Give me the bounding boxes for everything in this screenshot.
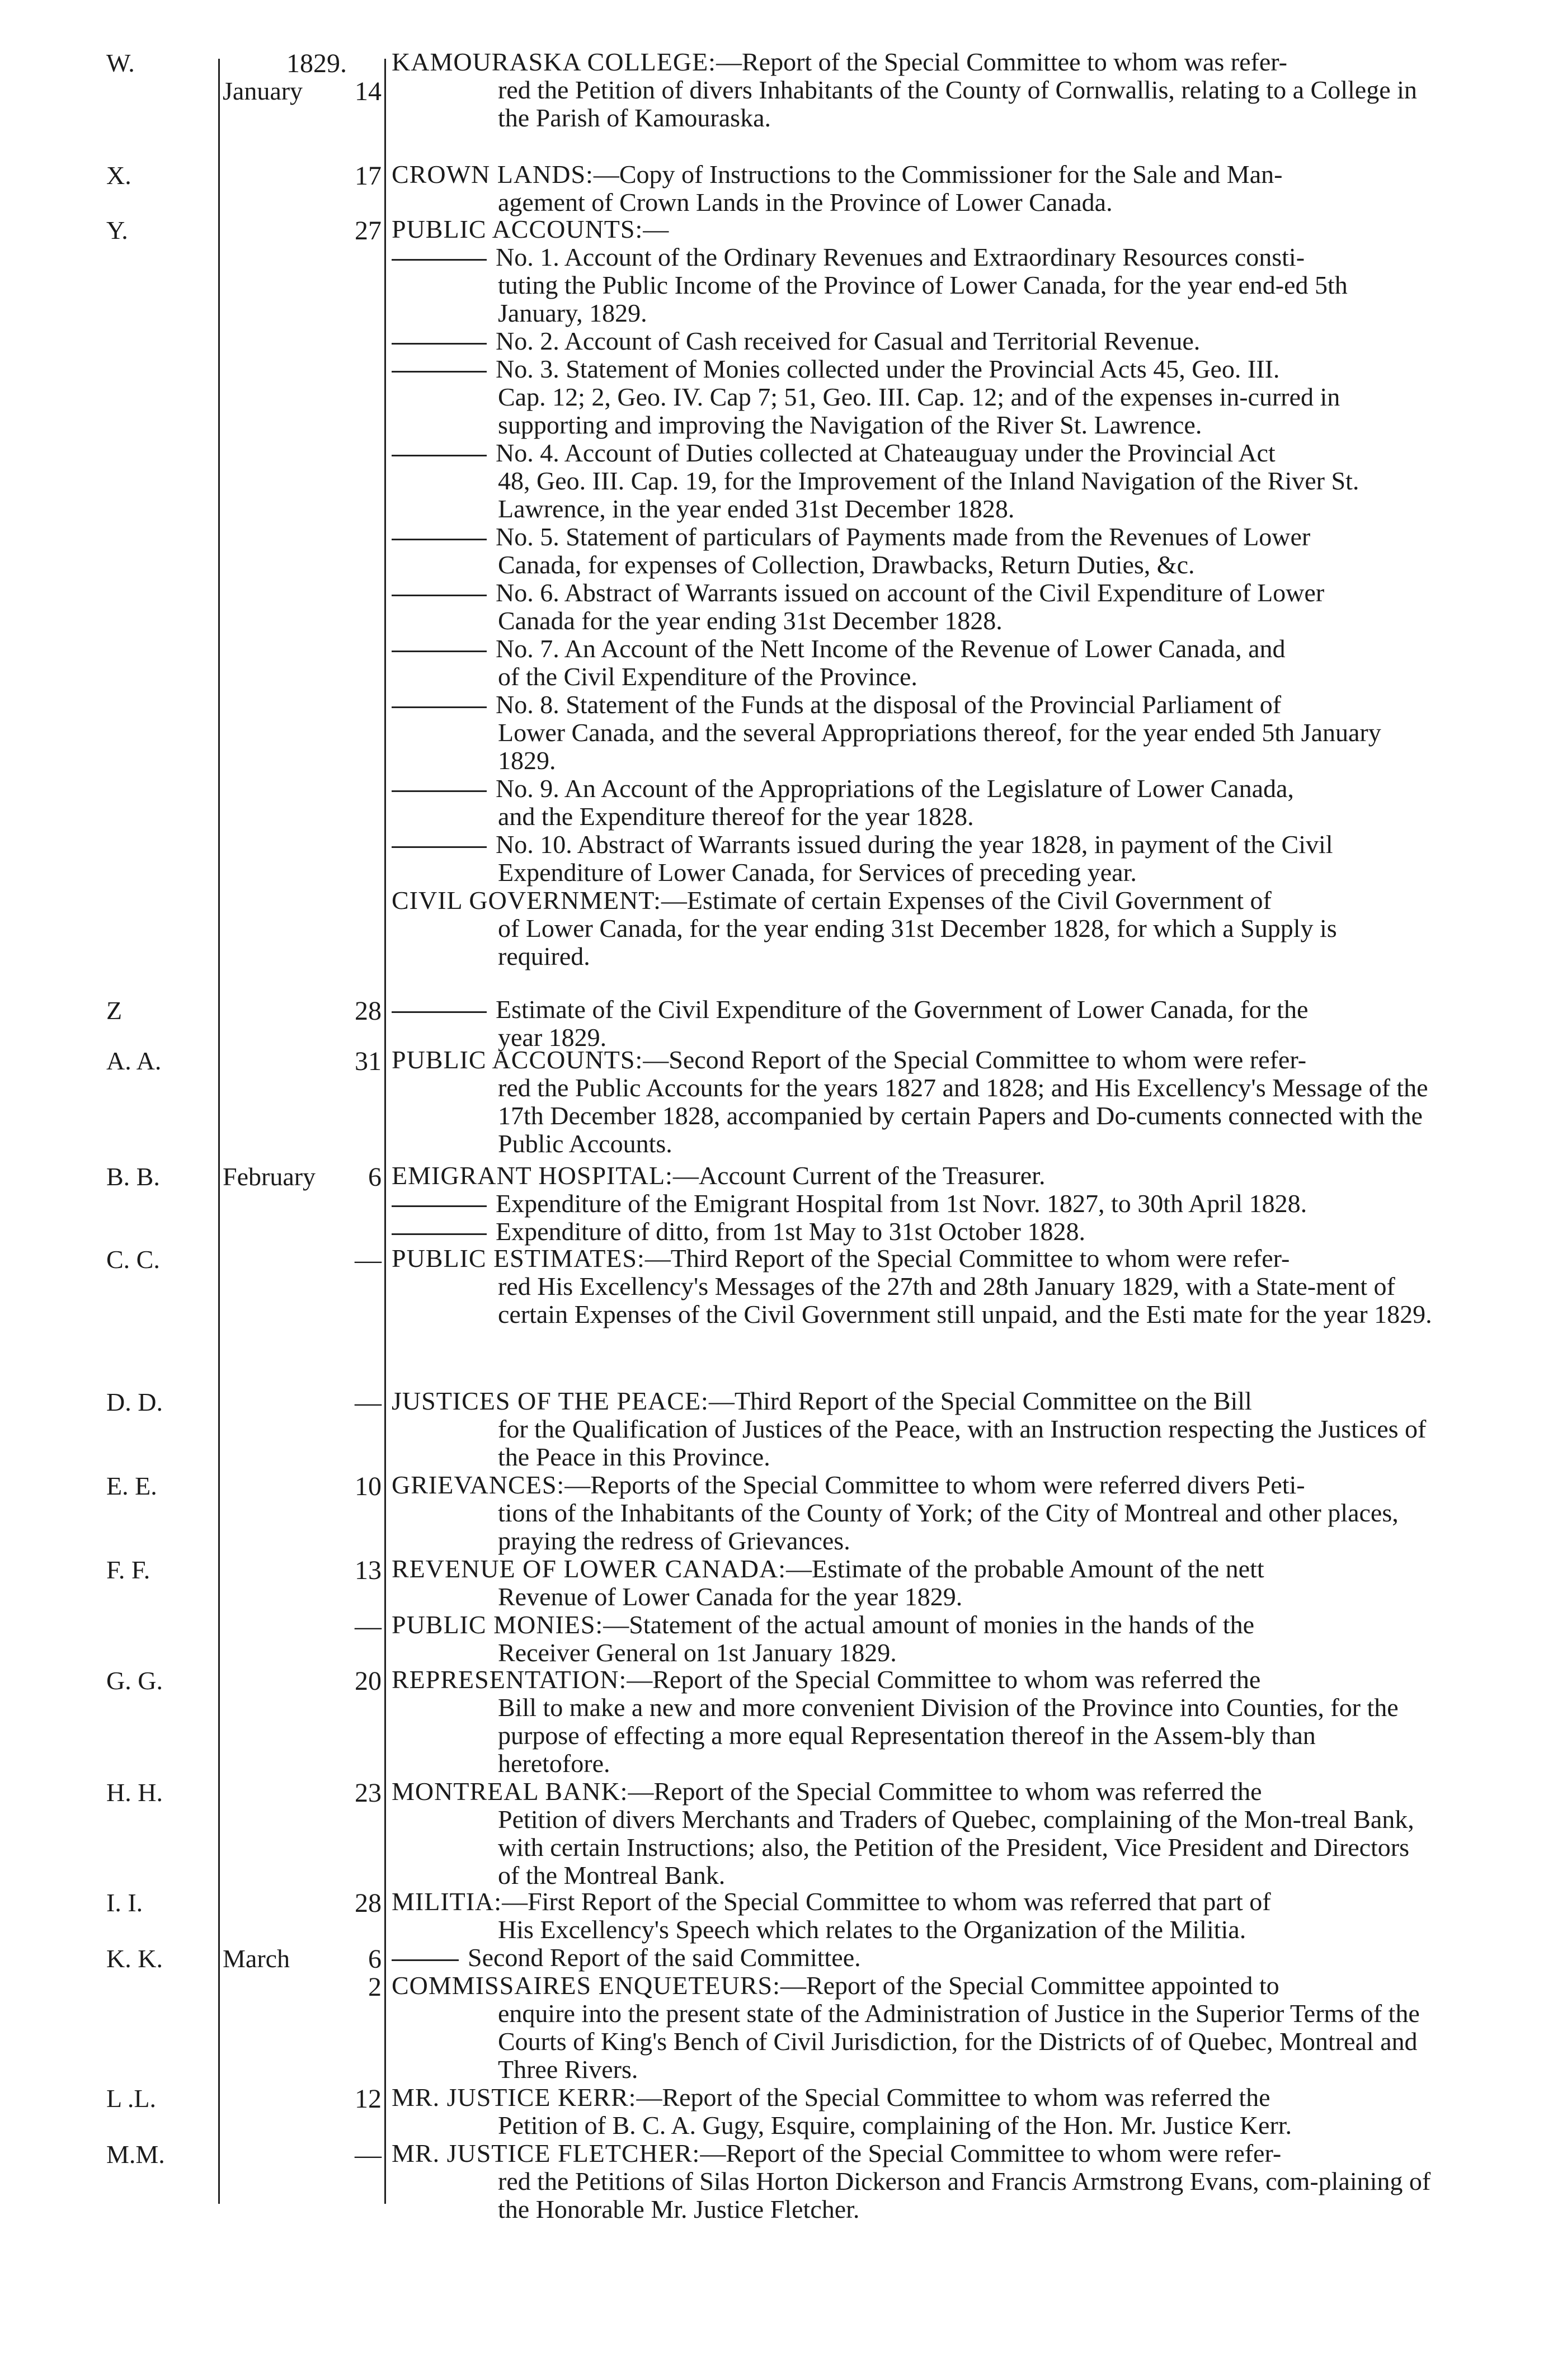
margin-letter: W.	[106, 49, 135, 77]
entry-account-no-3	[392, 355, 1432, 439]
day-label: 2	[368, 1972, 382, 2002]
margin-rule-left	[218, 59, 220, 2204]
entry-kamouraska-college	[392, 48, 1432, 132]
entry-public-estimates	[392, 1245, 1432, 1328]
entry-emigrant-hospital	[392, 1162, 1432, 1190]
ditto-rule	[392, 651, 487, 652]
margin-letter: Y.	[106, 216, 128, 244]
entry-account-no-7	[392, 635, 1432, 691]
entry-text: —Third Report of the Special Committee to whom were refer-	[644, 1244, 1290, 1273]
entry-text: —Copy of Instructions to the Commissioner for the Sale and Man-	[593, 160, 1283, 188]
entry-text: No. 7. An Account of the Nett Income of the Revenue of Lower Canada, and	[496, 634, 1286, 663]
entry-continuation: tions of the Inhabitants of the County of York; of the City of Montreal and other places, praying the redress of Grievances.	[498, 1498, 1399, 1555]
entry-continuation: Receiver General on 1st January 1829.	[498, 1638, 897, 1667]
entry-text: —Report of the Special Committee appointed to	[780, 1971, 1279, 2000]
entry-account-no-9	[392, 775, 1432, 831]
entry-text: —Report of the Special Committee to whom were refer-	[700, 2139, 1282, 2167]
margin-letter: H. H.	[106, 1778, 163, 1807]
entry-text: No. 4. Account of Duties collected at Chateauguay under the Provincial Act	[496, 439, 1276, 467]
entry-continuation: Bill to make a new and more convenient Division of the Province into Counties, for the purpose of effecting a more equal Representation thereof in the Assem-bly than heretofore.	[498, 1693, 1399, 1778]
day-label: 14	[355, 77, 382, 106]
entry-continuation: red the Petitions of Silas Horton Dickerson and Francis Armstrong Evans, com-plaining of the Honorable Mr. Justice Fletcher.	[498, 2167, 1431, 2223]
entry-text: Estimate of the Civil Expenditure of the Government of Lower Canada, for the	[496, 995, 1309, 1024]
entry-text: No. 6. Abstract of Warrants issued on account of the Civil Expenditure of Lower	[496, 578, 1325, 607]
entry-heading: CROWN LANDS:	[392, 160, 594, 188]
entry-heading: MILITIA:	[392, 1887, 502, 1916]
margin-letter: A. A.	[106, 1047, 162, 1075]
entry-continuation: of Lower Canada, for the year ending 31st December 1828, for which a Supply is required.	[498, 914, 1337, 970]
ditto-rule	[392, 790, 487, 792]
entry-continuation: Cap. 12; 2, Geo. IV. Cap 7; 51, Geo. III. Cap. 12; and of the expenses in-curred in supporting and improving the Navigation of the River St. Lawrence.	[498, 383, 1340, 439]
margin-letter: G. G.	[106, 1666, 163, 1695]
entry-text: —Statement of the actual amount of monies in the hands of the	[603, 1610, 1254, 1639]
entry-crown-lands	[392, 161, 1432, 216]
day-label: 23	[355, 1778, 382, 1808]
day-label: —	[355, 2140, 382, 2170]
entry-text: Second Report of the said Committee.	[468, 1943, 861, 1972]
month-label: February	[223, 1162, 316, 1191]
entry-continuation: red His Excellency's Messages of the 27th and 28th January 1829, with a State-ment of certain Expenses of the Civil Government still unpaid, and the Esti mate for the year 1829.	[498, 1272, 1432, 1328]
entry-revenue-of-lower-canada	[392, 1555, 1432, 1611]
entry-emigrant-expenditure-1	[392, 1190, 1432, 1218]
entry-heading: REVENUE OF LOWER CANADA:	[392, 1554, 787, 1583]
entry-text: —Estimate of the probable Amount of the nett	[786, 1554, 1264, 1583]
entry-militia	[392, 1888, 1432, 1944]
entry-continuation: tuting the Public Income of the Province of Lower Canada, for the year end-ed 5th January, 1829.	[498, 271, 1348, 327]
entry-montreal-bank	[392, 1778, 1432, 1889]
day-label: 10	[355, 1472, 382, 1501]
entry-continuation: for the Qualification of Justices of the Peace, with an Instruction respecting the Justices of the Peace in this Province.	[498, 1415, 1427, 1471]
day-label: 27	[355, 216, 382, 246]
margin-letter: B. B.	[106, 1162, 160, 1191]
margin-letter: M.M.	[106, 2140, 165, 2169]
entry-text: No. 10. Abstract of Warrants issued during the year 1828, in payment of the Civil	[496, 830, 1333, 859]
entry-continuation: 48, Geo. III. Cap. 19, for the Improvement of the Inland Navigation of the River St. Lawrence, in the year ended 31st December 1828.	[498, 466, 1359, 523]
entry-continuation: Lower Canada, and the several Appropriations thereof, for the year ended 5th January 1829.	[498, 718, 1381, 775]
entry-continuation: of the Civil Expenditure of the Province.	[498, 662, 917, 691]
ditto-rule	[392, 259, 487, 261]
entry-continuation: red the Petition of divers Inhabitants of the County of Cornwallis, relating to a College in the Parish of Kamouraska.	[498, 76, 1417, 132]
margin-letter: K. K.	[106, 1944, 163, 1973]
ditto-rule	[392, 1205, 487, 1207]
entry-continuation: Petition of divers Merchants and Traders of Quebec, complaining of the Mon-treal Bank, with certain Instructions; also, the Petition of the President, Vice President and Directors of the Montreal Bank.	[498, 1805, 1414, 1889]
entry-text: —Report of the Special Committee to whom was referred the	[627, 1665, 1261, 1694]
entry-heading: MONTREAL BANK:	[392, 1777, 628, 1806]
entry-heading: PUBLIC ACCOUNTS:	[392, 1045, 643, 1074]
entry-text: —Report of the Special Committee to whom was referred the	[636, 2083, 1270, 2112]
day-label: 20	[355, 1666, 382, 1696]
entry-continuation: year 1829.	[498, 1023, 607, 1052]
entry-continuation: agement of Crown Lands in the Province of Lower Canada.	[498, 188, 1113, 216]
entry-text: —Reports of the Special Committee to whom were referred divers Peti-	[564, 1471, 1305, 1499]
month-label: March	[223, 1944, 290, 1973]
entry-continuation: Canada, for expenses of Collection, Drawbacks, Return Duties, &c.	[498, 550, 1195, 579]
entry-justices-of-the-peace	[392, 1387, 1432, 1471]
entry-representation	[392, 1666, 1432, 1778]
entry-text: —Estimate of certain Expenses of the Civil Government of	[661, 886, 1272, 915]
day-label: 28	[355, 1888, 382, 1918]
entry-text: No. 2. Account of Cash received for Casual and Territorial Revenue.	[496, 327, 1201, 355]
entry-commissaires-enqueteurs	[392, 1972, 1432, 2084]
day-label: —	[355, 1245, 382, 1275]
entry-text: —Account Current of the Treasurer.	[672, 1161, 1046, 1190]
entry-text: No. 3. Statement of Monies collected under the Provincial Acts 45, Geo. III.	[496, 355, 1280, 383]
margin-letter: C. C.	[106, 1245, 160, 1274]
entry-mr-justice-fletcher	[392, 2139, 1432, 2223]
ditto-rule	[392, 846, 487, 848]
entry-text: —First Report of the Special Committee to whom was referred that part of	[502, 1887, 1271, 1916]
entry-emigrant-expenditure-2	[392, 1218, 1432, 1246]
entry-text: No. 1. Account of the Ordinary Revenues and Extraordinary Resources consti-	[496, 243, 1305, 271]
ditto-rule	[392, 371, 487, 373]
entry-text: —Second Report of the Special Committee to whom were refer-	[643, 1045, 1307, 1074]
entry-militia-second-report	[392, 1944, 1432, 1972]
entry-account-no-5	[392, 523, 1432, 579]
entry-continuation: and the Expenditure thereof for the year 1828.	[498, 802, 974, 831]
day-label: 6	[368, 1944, 382, 1974]
entry-continuation: His Excellency's Speech which relates to the Organization of the Militia.	[498, 1915, 1246, 1944]
entry-account-no-8	[392, 691, 1432, 775]
entry-grievances	[392, 1471, 1432, 1555]
entry-text: Expenditure of the Emigrant Hospital from 1st Novr. 1827, to 30th April 1828.	[496, 1189, 1307, 1218]
entry-account-no-4	[392, 439, 1432, 523]
ditto-rule	[392, 1011, 487, 1013]
day-label: 13	[355, 1556, 382, 1585]
entry-public-accounts	[392, 215, 1432, 243]
day-label: 12	[355, 2084, 382, 2114]
entry-text: No. 8. Statement of the Funds at the disposal of the Provincial Parliament of	[496, 690, 1282, 719]
entry-text: Expenditure of ditto, from 1st May to 31st October 1828.	[496, 1217, 1086, 1246]
entry-heading: JUSTICES OF THE PEACE:	[392, 1387, 709, 1415]
ditto-rule	[392, 455, 487, 456]
ditto-rule	[392, 1959, 459, 1961]
entry-heading: MR. JUSTICE KERR:	[392, 2083, 637, 2112]
margin-letter: L .L.	[106, 2084, 156, 2113]
day-label: —	[355, 1388, 382, 1417]
ditto-rule	[392, 595, 487, 596]
entry-account-no-2	[392, 327, 1432, 355]
margin-letter: D. D.	[106, 1388, 163, 1416]
entry-text: No. 5. Statement of particulars of Payments made from the Revenues of Lower	[496, 522, 1311, 551]
entry-heading: MR. JUSTICE FLETCHER:	[392, 2139, 700, 2167]
entry-heading: PUBLIC MONIES:	[392, 1610, 604, 1639]
entry-heading: GRIEVANCES:	[392, 1471, 565, 1499]
entry-heading: PUBLIC ACCOUNTS:	[392, 215, 643, 243]
entry-public-monies	[392, 1611, 1432, 1667]
margin-rule-right	[384, 59, 386, 2204]
entry-heading: COMMISSAIRES ENQUETEURS:	[392, 1971, 780, 2000]
ditto-rule	[392, 706, 487, 708]
entry-public-accounts-second-report	[392, 1046, 1432, 1158]
entry-heading: KAMOURASKA COLLEGE:	[392, 48, 716, 76]
day-label: 28	[355, 996, 382, 1026]
ditto-rule	[392, 539, 487, 540]
margin-letter: E. E.	[106, 1472, 157, 1500]
entry-continuation: Expenditure of Lower Canada, for Services of preceding year.	[498, 858, 1137, 887]
month-label: January	[223, 77, 303, 105]
entry-heading: REPRESENTATION:	[392, 1665, 627, 1694]
entry-text: —Third Report of the Special Committee on the Bill	[708, 1387, 1252, 1415]
day-label: 31	[355, 1047, 382, 1076]
entry-continuation: Canada for the year ending 31st December 1828.	[498, 606, 1003, 635]
day-label: 6	[368, 1162, 382, 1192]
entry-text: No. 9. An Account of the Appropriations of the Legislature of Lower Canada,	[496, 774, 1294, 803]
entry-heading: CIVIL GOVERNMENT:	[392, 886, 661, 915]
entry-mr-justice-kerr	[392, 2084, 1432, 2139]
entry-continuation: Revenue of Lower Canada for the year 1829.	[498, 1582, 963, 1611]
entry-heading: EMIGRANT HOSPITAL:	[392, 1161, 673, 1190]
margin-letter: F. F.	[106, 1556, 150, 1584]
margin-letter: Z	[106, 996, 123, 1025]
entry-text: —Report of the Special Committee to whom was refer-	[716, 48, 1287, 76]
margin-letter: I. I.	[106, 1888, 143, 1917]
entry-text: —Report of the Special Committee to whom was referred the	[628, 1777, 1262, 1806]
entry-continuation: Petition of B. C. A. Gugy, Esquire, complaining of the Hon. Mr. Justice Kerr.	[498, 2111, 1292, 2139]
day-label: —	[355, 1611, 382, 1641]
entry-heading: PUBLIC ESTIMATES:	[392, 1244, 645, 1273]
entry-continuation: enquire into the present state of the Administration of Justice in the Superior Terms of the Courts of King's Bench of Civil Jurisdiction, for the Districts of of Quebec, Montreal and Three Rivers.	[498, 1999, 1420, 2084]
day-label: 17	[355, 161, 382, 191]
year-label: 1829.	[286, 49, 347, 78]
entry-account-no-1	[392, 243, 1432, 327]
ditto-rule	[392, 1233, 487, 1235]
entry-account-no-10	[392, 831, 1432, 887]
ditto-rule	[392, 343, 487, 345]
margin-letter: X.	[106, 161, 131, 190]
entry-civil-expenditure-estimate	[392, 996, 1432, 1052]
entry-text: —	[643, 215, 669, 243]
entry-continuation: red the Public Accounts for the years 1827 and 1828; and His Excellency's Message of the 17th December 1828, accompanied by certain Papers and Do-cuments connected with the Public Accounts.	[498, 1073, 1428, 1158]
entry-account-no-6	[392, 579, 1432, 635]
entry-civil-government	[392, 887, 1432, 970]
